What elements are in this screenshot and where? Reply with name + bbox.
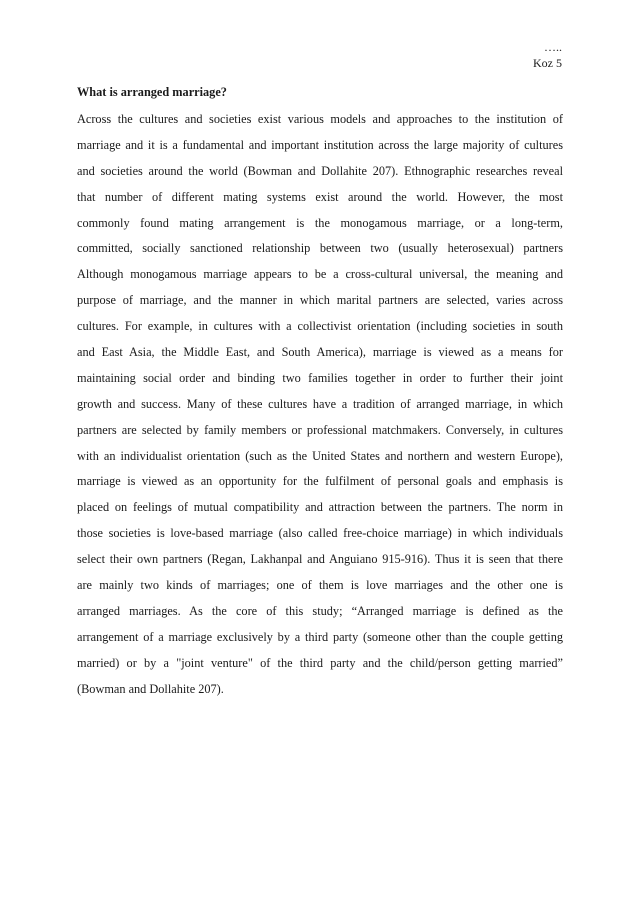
text-line: marriage and it is a fundamental and important institution across the large majority of cultures xyxy=(77,137,563,152)
text-line: Across the cultures and societies exist various models and approaches to the institution of xyxy=(77,112,563,126)
text-line: partners are selected by family members or professional matchmakers. Conversely, in cultures xyxy=(77,422,563,437)
section-heading: What is arranged marriage? xyxy=(77,85,227,99)
text-line: arrangement of a marriage exclusively by a third party (someone other than the couple getting xyxy=(77,629,563,644)
text-line: those societies is love-based marriage (also called free-choice marriage) in which individuals xyxy=(77,526,563,541)
header-ellipsis: ….. xyxy=(544,40,562,54)
text-line: select their own partners (Regan, Lakhanpal and Anguiano 915-916). Thus it is seen that there xyxy=(77,552,563,567)
text-line: that number of different mating systems exist around the world. However, the most xyxy=(77,189,563,204)
text-line: marriage is viewed as an opportunity for the fulfilment of personal goals and emphasis is xyxy=(77,474,563,489)
text-line: arranged marriages. As the core of this study; “Arranged marriage is defined as the xyxy=(77,603,563,618)
text-line: maintaining social order and binding two families together in order to further their joint xyxy=(77,370,563,385)
text-line: commonly found mating arrangement is the monogamous marriage, or a long-term, xyxy=(77,215,563,230)
text-line: and East Asia, the Middle East, and South America), marriage is viewed as a means for xyxy=(77,345,563,360)
text-line: and societies around the world (Bowman and Dollahite 207). Ethnographic researches reveal xyxy=(77,163,563,178)
text-line: cultures. For example, in cultures with a collectivist orientation (including societies in south xyxy=(77,319,563,334)
page-number-header: Koz 5 xyxy=(533,56,562,70)
text-line: with an individualist orientation (such as the United States and northern and western Europe), xyxy=(77,448,563,463)
text-line: Although monogamous marriage appears to be a cross-cultural universal, the meaning and xyxy=(77,267,563,282)
text-line: growth and success. Many of these cultures have a tradition of arranged marriage, in which xyxy=(77,396,563,411)
text-line: (Bowman and Dollahite 207). xyxy=(77,681,224,696)
text-line: committed, socially sanctioned relationship between two (usually heterosexual) partners xyxy=(77,241,563,256)
body-paragraph xyxy=(77,112,563,707)
text-line: purpose of marriage, and the manner in which marital partners are selected, varies across xyxy=(77,293,563,308)
text-line: placed on feelings of mutual compatibility and attraction between the partners. The norm in xyxy=(77,500,563,515)
text-line: married) or by a "joint venture" of the third party and the child/person getting married” xyxy=(77,655,563,670)
text-line: are mainly two kinds of marriages; one of them is love marriages and the other one is xyxy=(77,578,563,593)
